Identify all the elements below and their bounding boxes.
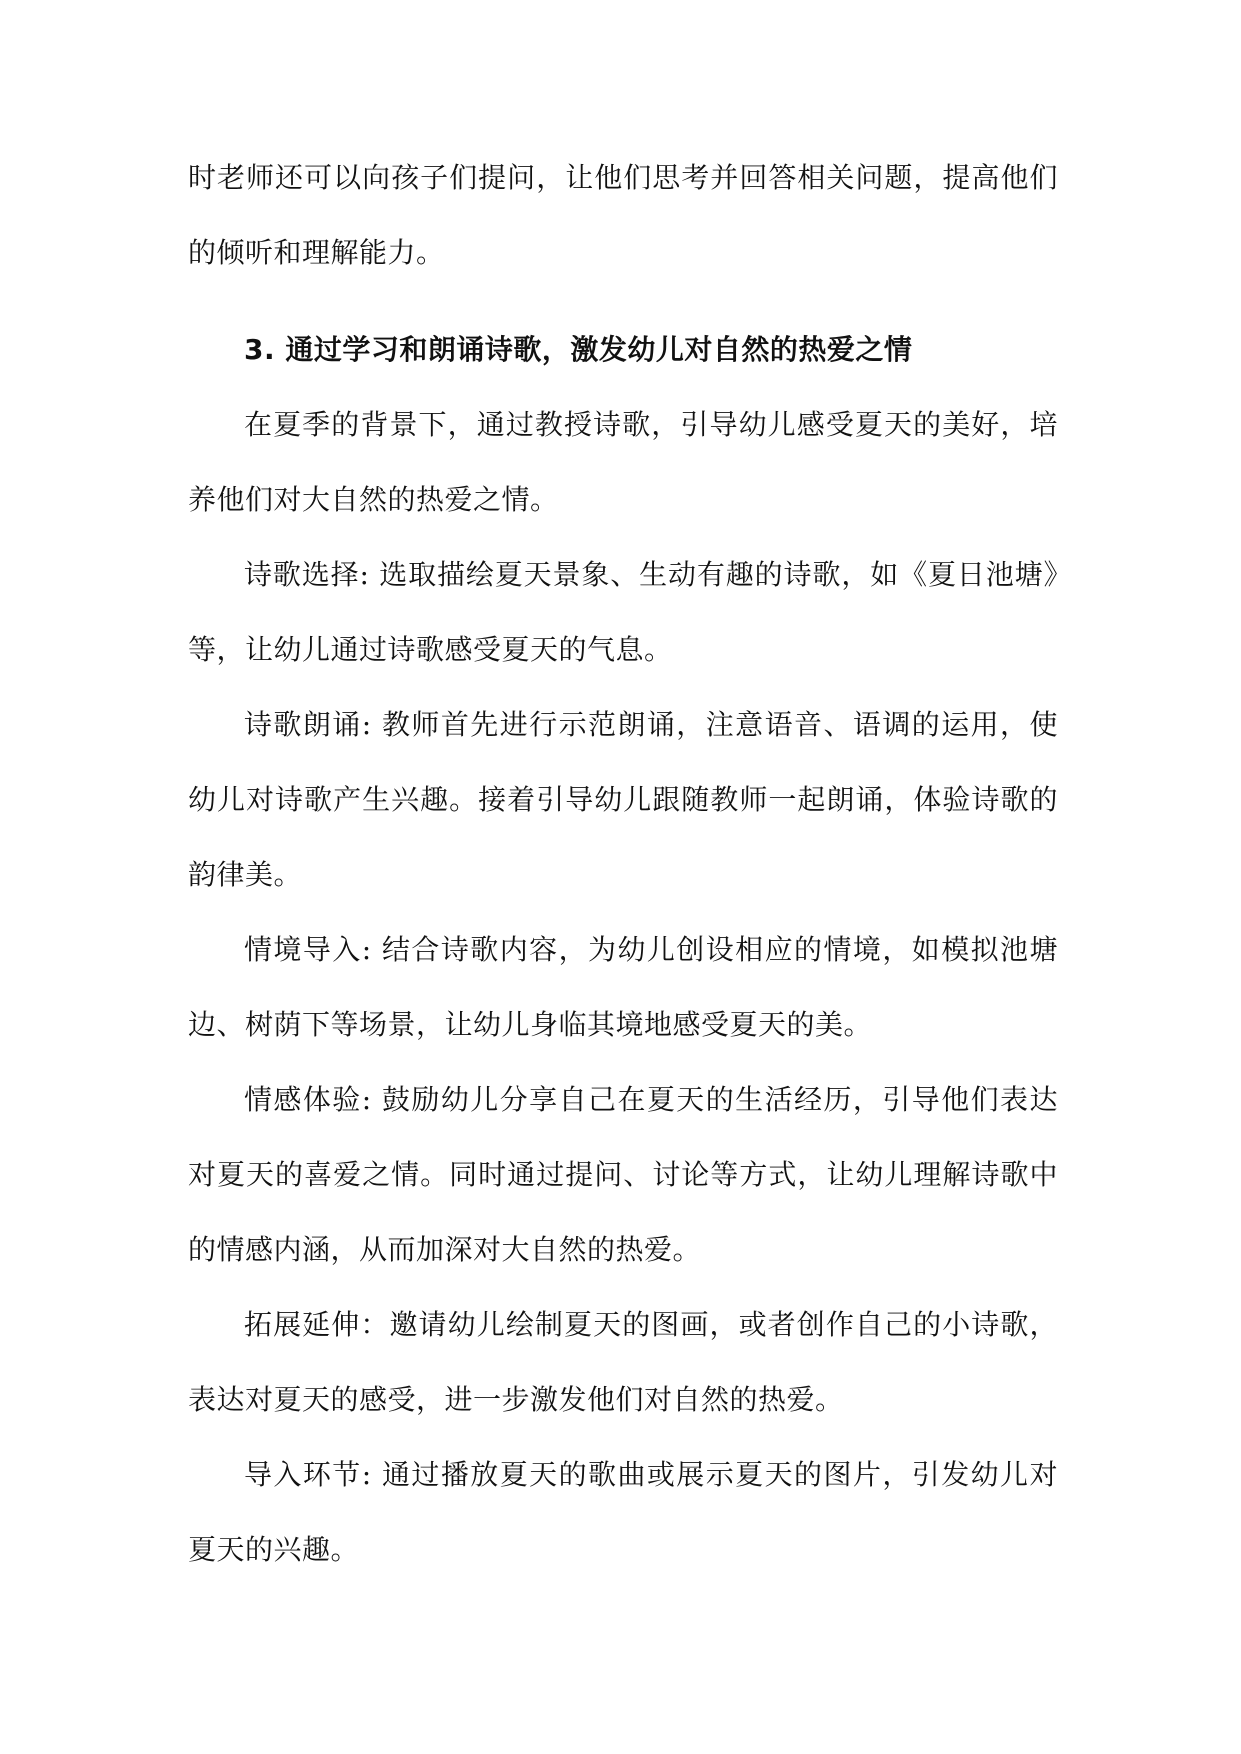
paragraph-poem-recitation: 诗歌朗诵: 教师首先进行示范朗诵，注意语音、语调的运用，使幼儿对诗歌产生兴趣。接着引导幼儿跟随教师一起朗诵，体验诗歌的韵律美。 (188, 708, 1058, 891)
paragraph-poem-selection: 诗歌选择: 选取描绘夏天景象、生动有趣的诗歌，如《夏日池塘》等，让幼儿通过诗歌感受夏天的气息。 (188, 558, 1058, 666)
continuation-paragraph: 时老师还可以向孩子们提问，让他们思考并回答相关问题，提高他们的倾听和理解能力。 (188, 161, 1058, 269)
section-heading: 3. 通过学习和朗诵诗歌，激发幼儿对自然的热爱之情 (244, 333, 913, 366)
document-body (188, 140, 1058, 1587)
paragraph-extension: 拓展延伸：邀请幼儿绘制夏天的图画，或者创作自己的小诗歌，表达对夏天的感受，进一步激发他们对自然的热爱。 (188, 1308, 1058, 1416)
paragraph-intro: 在夏季的背景下，通过教授诗歌，引导幼儿感受夏天的美好，培养他们对大自然的热爱之情。 (188, 408, 1058, 516)
paragraph-scenario-introduction: 情境导入: 结合诗歌内容，为幼儿创设相应的情境，如模拟池塘边、树荫下等场景，让幼儿身临其境地感受夏天的美。 (188, 933, 1058, 1041)
paragraph-emotional-experience: 情感体验: 鼓励幼儿分享自己在夏天的生活经历，引导他们表达对夏天的喜爱之情。同时通过提问、讨论等方式，让幼儿理解诗歌中的情感内涵，从而加深对大自然的热爱。 (188, 1083, 1058, 1266)
paragraph-lead-in: 导入环节: 通过播放夏天的歌曲或展示夏天的图片，引发幼儿对夏天的兴趣。 (188, 1458, 1058, 1566)
